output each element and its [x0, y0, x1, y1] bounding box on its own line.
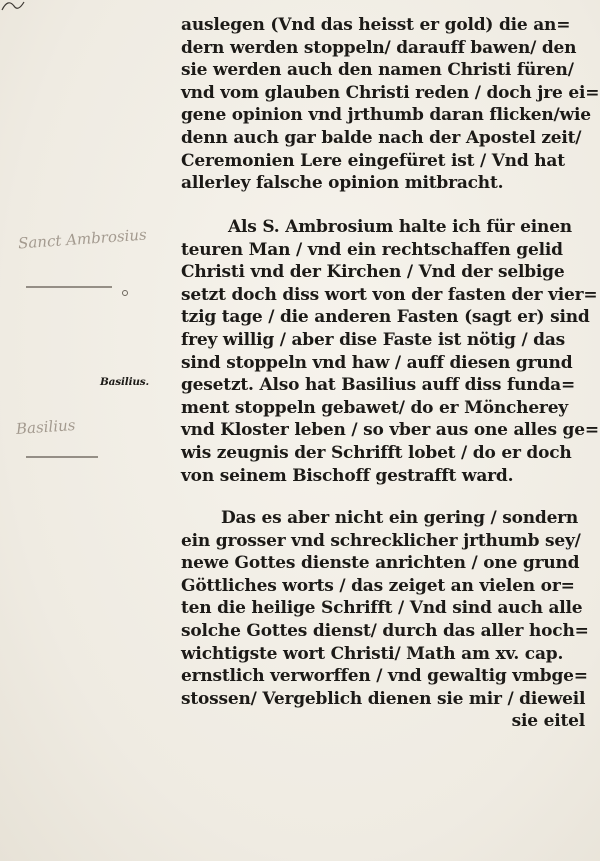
catchword-line: sie eitel — [511, 711, 585, 732]
text-line: frey willig / aber dise Faste ist nötig / das — [181, 329, 566, 350]
text-line: sind stoppeln vnd haw / auff diesen grund — [181, 352, 573, 373]
text-line: auslegen (Vnd das heisst er gold) die an= — [181, 15, 571, 35]
paragraph-1 — [181, 14, 600, 195]
text-line: gesetzt. Also hat Basilius auff diss funda= — [181, 375, 575, 396]
paragraph-2 — [181, 216, 599, 487]
text-line: dern werden stoppeln/ darauff bawen/ den — [181, 37, 577, 58]
text-line: denn auch gar balde nach der Apostel zeit/ — [181, 127, 582, 148]
text-line: Das es aber nicht ein gering / sondern — [221, 508, 579, 528]
handwritten-underline — [26, 286, 112, 288]
corner-ink-mark — [0, 0, 30, 18]
text-line: solche Gottes dienst/ durch das aller hoch= — [181, 620, 589, 641]
text-line: stossen/ Vergeblich dienen sie mir / dieweil — [181, 688, 586, 709]
text-line: allerley falsche opinion mitbracht. — [181, 173, 504, 194]
text-line: wichtigste wort Christi/ Math am xv. cap. — [181, 643, 564, 664]
text-line: Ceremonien Lere eingefüret ist / Vnd hat — [181, 150, 565, 171]
text-line: gene opinion vnd jrthumb daran flicken/wie — [181, 105, 591, 126]
text-line: Christi vnd der Kirchen / Vnd der selbige — [181, 262, 565, 283]
handwritten-note-basilius: Basilius — [15, 415, 76, 439]
text-line: teuren Man / vnd ein rechtschaffen gelid — [181, 239, 563, 260]
text-line: Göttliches worts / das zeiget an vielen or= — [181, 575, 575, 596]
paragraph-3 — [181, 507, 591, 733]
text-line: tzig tage / die anderen Fasten (sagt er) sind — [181, 307, 590, 328]
text-line: ment stoppeln gebawet/ do er Möncherey — [181, 397, 568, 418]
text-line: wis zeugnis der Schrifft lobet / do er doch — [181, 442, 572, 463]
text-line: ernstlich verworffen / vnd gewaltig vmbge= — [181, 666, 588, 687]
text-line: newe Gottes dienste anrichten / one grund — [181, 553, 580, 574]
text-line: ten die heilige Schrifft / Vnd sind auch alle — [181, 598, 583, 619]
text-line: vnd vom glauben Christi reden / doch jre ei= — [181, 82, 600, 103]
text-line: vnd Kloster leben / so vber aus one alles ge= — [181, 420, 599, 441]
text-line: von seinem Bischoff gestrafft ward. — [181, 465, 514, 486]
text-line: sie werden auch den namen Christi füren/ — [181, 60, 574, 81]
ink-dot-mark — [120, 288, 130, 298]
text-line: ein grosser vnd schrecklicher jrthumb sey/ — [181, 530, 581, 551]
handwritten-note-ambrosius: Sanct Ambrosius — [17, 225, 148, 253]
handwritten-underline — [26, 456, 98, 458]
text-line: Als S. Ambrosium halte ich für einen — [228, 217, 572, 237]
text-line: setzt doch diss wort von der fasten der vier= — [181, 284, 598, 305]
margin-note-basilius: Basilius. — [100, 376, 149, 388]
